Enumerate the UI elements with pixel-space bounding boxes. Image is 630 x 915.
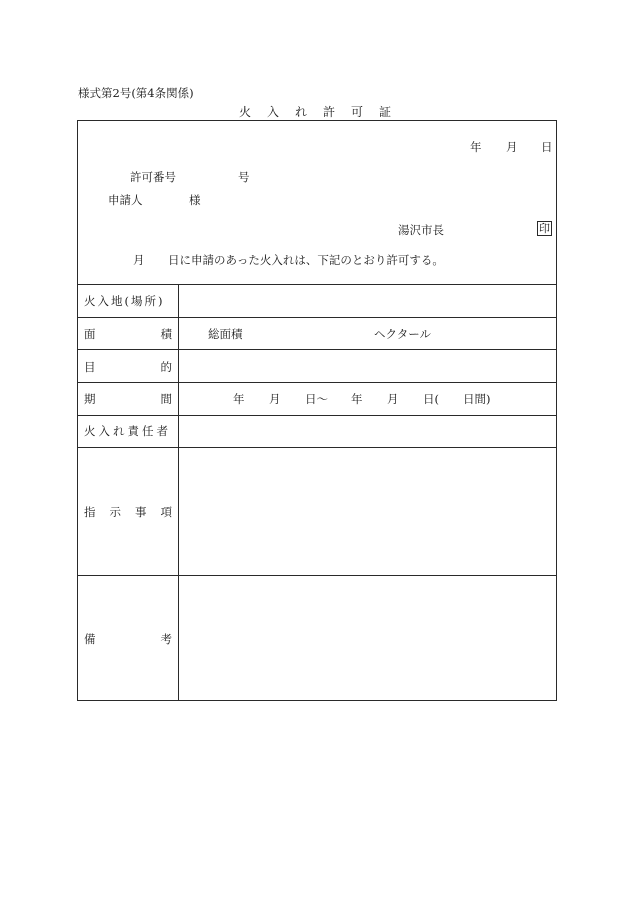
period-label: 期 間 xyxy=(84,392,172,406)
purpose-label: 目 的 xyxy=(84,360,172,374)
area-unit: ヘクタール xyxy=(374,327,432,341)
area-label: 面 積 xyxy=(84,327,172,341)
title-char: 火 xyxy=(238,105,251,119)
applicant-honorific: 様 xyxy=(189,193,201,207)
seal-mark: 印 xyxy=(539,222,550,235)
period-to-day: 日( xyxy=(423,392,439,406)
row-divider xyxy=(78,382,556,383)
row-divider xyxy=(78,317,556,318)
title-char: 入 xyxy=(266,105,279,119)
row-divider xyxy=(78,447,556,448)
date-month: 月 xyxy=(506,140,518,154)
permit-number-label: 許可番号 xyxy=(130,170,176,184)
period-from-month: 月 xyxy=(269,392,281,406)
period-from-year: 年 xyxy=(233,392,245,406)
statement-month: 月 xyxy=(133,253,145,267)
period-days: 日間) xyxy=(463,392,491,406)
date-day: 日 xyxy=(541,140,553,154)
responsible-person-label: 火入れ責任者 xyxy=(84,424,171,438)
location-label: 火入地(場所) xyxy=(84,294,165,308)
date-year: 年 xyxy=(470,140,482,154)
row-divider xyxy=(78,284,556,285)
remarks-label: 備 考 xyxy=(84,632,172,646)
row-divider xyxy=(78,415,556,416)
instructions-label: 指 示 事 項 xyxy=(84,505,172,519)
document-title xyxy=(0,103,630,120)
period-to-month: 月 xyxy=(387,392,399,406)
total-area-label: 総面積 xyxy=(208,327,243,341)
form-id: 様式第2号(第4条関係) xyxy=(78,86,194,100)
period-from-day: 日～ xyxy=(305,392,328,406)
row-divider xyxy=(78,349,556,350)
permit-number-suffix: 号 xyxy=(238,170,250,184)
column-divider xyxy=(178,284,179,700)
issuer: 湯沢市長 xyxy=(398,223,444,237)
applicant-label: 申請人 xyxy=(108,193,143,207)
statement: 日に申請のあった火入れは、下記のとおり許可する。 xyxy=(168,253,444,267)
title-char: 証 xyxy=(379,105,392,119)
title-char: 可 xyxy=(351,105,364,119)
title-char: 許 xyxy=(323,105,336,119)
period-to-year: 年 xyxy=(351,392,363,406)
title-char: れ xyxy=(294,105,307,119)
permit-form xyxy=(77,120,557,701)
row-divider xyxy=(78,575,556,576)
